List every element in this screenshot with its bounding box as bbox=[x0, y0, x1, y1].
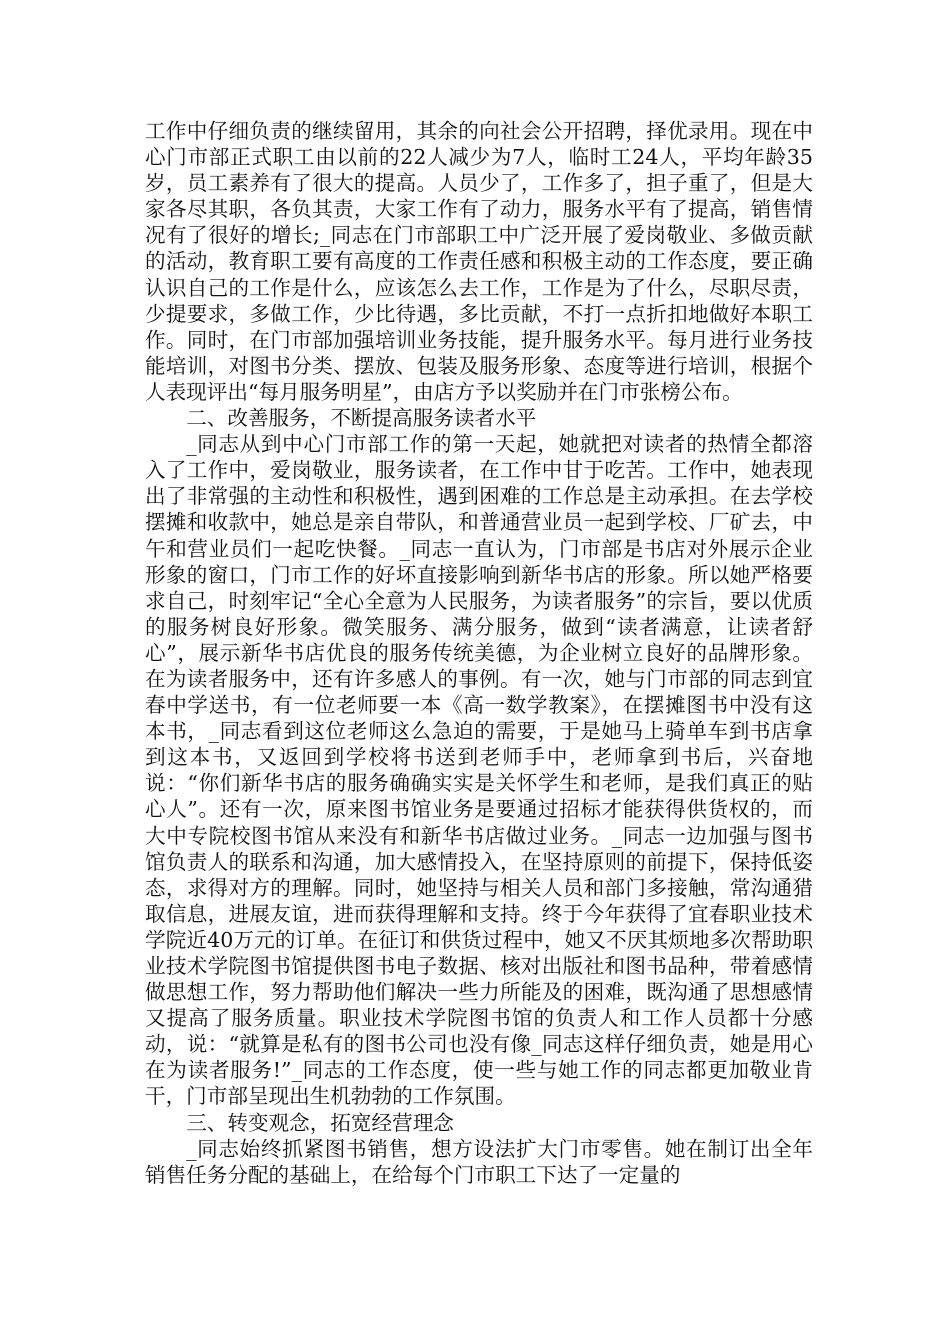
document-page bbox=[145, 118, 813, 1188]
paragraph-service-examples: _同志从到中心门市部工作的第一天起，她就把对读者的热情全都溶入了工作中，爱岗敬业，服务读者，在工作中甘于吃苦。工作中，她表现出了非常强的主动性和积极性，遇到困难的工作总是主动承担。在去学校摆摊和收款中，她总是亲自带队，和普通营业员一起到学校、厂矿去，中午和营业员们一起吃快餐。_同志一直认为，门市部是书店对外展示企业形象的窗口，门市工作的好坏直接影响到新华书店的形象。所以她严格要求自己，时刻牢记“全心全意为人民服务，为读者服务”的宗旨，要以优质的服务树良好形象。微笑服务、满分服务，做到“读者满意，让读者舒心”，展示新华书店优良的服务传统美德，为企业树立良好的品牌形象。在为读者服务中，还有许多感人的事例。有一次，她与门市部的同志到宜春中学送书，有一位老师要一本《高一数学教案》，在摆摊图书中没有这本书，_同志看到这位老师这么急迫的需要，于是她马上骑单车到书店拿到这本书，又返回到学校将书送到老师手中，老师拿到书后，兴奋地说：“你们新华书店的服务确确实实是关怀学生和老师，是我们真正的贴心人”。还有一次，原来图书馆业务是要通过招标才能获得供货权的，而大中专院校图书馆从来没有和新华书店做过业务。_同志一边加强与图书馆负责人的联系和沟通，加大感情投入，在坚持原则的前提下，保持低姿态，求得对方的理解。同时，她坚持与相关人员和部门多接触，常沟通猎取信息，进展友谊，进而获得理解和支持。终于今年获得了宜春职业技术学院近40万元的订单。在征订和供货过程中，她又不厌其烦地多次帮助职业技术学院图书馆提供图书电子数据、核对出版社和图书品种，带着感情做思想工作，努力帮助他们解决一些力所能及的困难，既沟通了思想感情又提高了服务质量。职业技术学院图书馆的负责人和工作人员都十分感动，说：“就算是私有的图书公司也没有像_同志这样仔细负责，她是用心在为读者服务!”_同志的工作态度，使一些与她工作的同志都更加敬业肯干，门市部呈现出生机勃勃的工作氛围。 bbox=[145, 432, 813, 1109]
section-heading-change-concepts: 三、转变观念，拓宽经营理念 bbox=[186, 1110, 454, 1135]
paragraph-sales-tasks: _同志始终抓紧图书销售，想方设法扩大门市零售。她在制订出全年销售任务分配的基础上，在给每个门市职工下达了一定量的 bbox=[145, 1136, 813, 1187]
section-heading-improve-service: 二、改善服务，不断提高服务读者水平 bbox=[186, 406, 537, 431]
paragraph-staffing-training: 工作中仔细负责的继续留用，其余的向社会公开招聘，择优录用。现在中心门市部正式职工由以前的22人减少为7人，临时工24人，平均年龄35岁，员工素养有了很大的提高。人员少了，工作多了，担子重了，但是大家各尽其职，各负其责，大家工作有了动力，服务水平有了提高，销售情况有了很好的增长;_同志在门市部职工中广泛开展了爱岗敬业、多做贡献的活动，教育职工要有高度的工作责任感和积极主动的工作态度，要正确认识自己的工作是什么，应该怎么去工作，工作是为了什么，尽职尽责，少提要求，多做工作，少比待遇，多比贡献，不打一点折扣地做好本职工作。同时，在门市部加强培训业务技能，提升服务水平。每月进行业务技能培训，对图书分类、摆放、包装及服务形象、态度等进行培训，根据个人表现评出“每月服务明星”，由店方予以奖励并在门市张榜公布。 bbox=[145, 119, 813, 404]
